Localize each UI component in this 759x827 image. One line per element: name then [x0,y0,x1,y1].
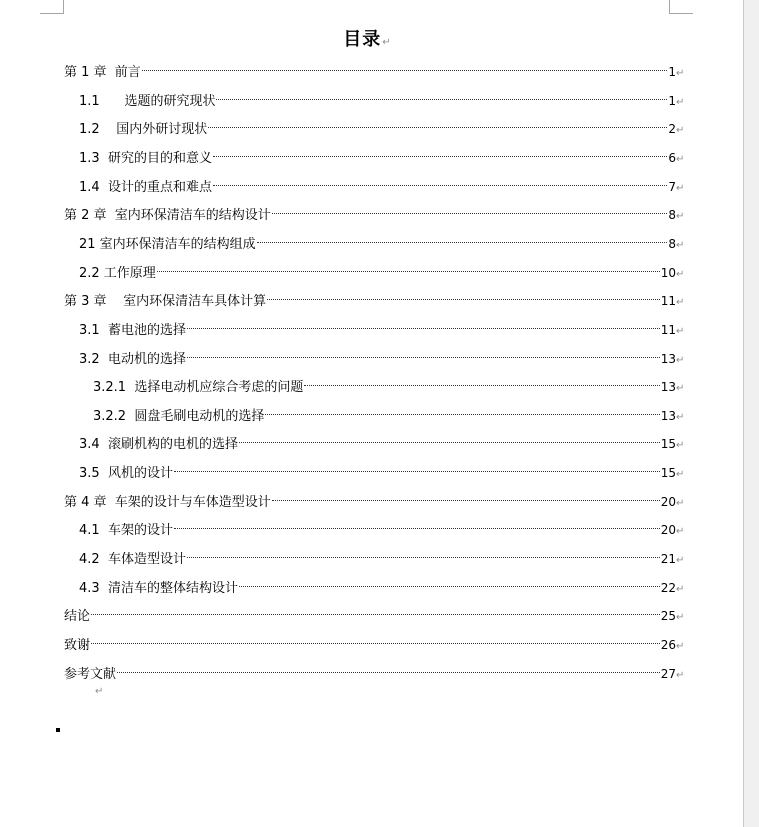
toc-entry-page-number: 22 [660,581,676,595]
paragraph-mark-icon: ↵ [676,641,685,652]
dot-leader [91,600,660,620]
toc-entry[interactable] [64,600,685,624]
toc-entry-page-number: 26 [660,638,676,652]
bullet-square-icon [56,728,60,732]
toc-entry[interactable] [93,400,685,424]
toc-entry-label: 结论 [64,609,91,624]
toc-heading-text: 目录 [343,29,382,50]
toc-entry-page-number: 1 [668,65,676,79]
dot-leader [142,56,668,76]
toc-entry-label: 3.2 电动机的选择 [79,352,186,367]
paragraph-mark-icon: ↵ [676,326,685,337]
toc-entry[interactable] [64,658,685,682]
toc-entry[interactable] [64,486,685,510]
toc-entry-label: 4.2 车体造型设计 [79,552,186,567]
toc-entry[interactable] [79,514,685,538]
toc-entry[interactable] [64,199,685,223]
toc-entry-label: 3.5 风机的设计 [79,466,173,481]
dot-leader [239,572,660,592]
toc-entry-label: 3.2.1 选择电动机应综合考虑的问题 [93,380,304,395]
toc-entry-page-number: 25 [660,609,676,623]
toc-entry[interactable] [64,285,685,309]
dot-leader [187,314,660,334]
toc-entry-label: 1.3 研究的目的和意义 [79,151,212,166]
dot-leader [174,514,660,534]
dot-leader [213,171,667,191]
dot-leader [239,428,660,448]
paragraph-mark-icon: ↵ [676,154,685,165]
crop-mark-top-right [669,0,693,14]
paragraph-mark-icon: ↵ [676,469,685,480]
toc-entry-page-number: 1 [668,94,676,108]
toc-entry-page-number: 7 [668,180,676,194]
paragraph-mark-icon: ↵ [676,297,685,308]
toc-heading [0,25,735,51]
toc-entry-label: 2.2 工作原理 [79,266,156,281]
toc-entry[interactable] [79,113,685,137]
paragraph-mark-icon: ↵ [676,584,685,595]
toc-entry[interactable] [79,85,685,109]
paragraph-mark-icon: ↵ [95,686,104,697]
toc-entry-page-number: 15 [660,437,676,451]
paragraph-mark-icon: ↵ [676,240,685,251]
toc-entry-page-number: 20 [660,523,676,537]
paragraph-mark-icon: ↵ [676,526,685,537]
paragraph-mark-icon: ↵ [676,612,685,623]
toc-entry-page-number: 11 [660,294,676,308]
toc-entry-page-number: 13 [660,380,676,394]
toc-entry-page-number: 13 [660,352,676,366]
paragraph-mark-icon: ↵ [382,37,392,48]
toc-entry-label: 3.4 滚刷机构的电机的选择 [79,437,238,452]
toc-entry-label: 21 室内环保清洁车的结构组成 [79,237,256,252]
dot-leader [213,142,667,162]
dot-leader [304,371,659,391]
paragraph-mark-icon: ↵ [676,125,685,136]
dot-leader [157,257,660,277]
dot-leader [216,85,667,105]
dot-leader [187,543,660,563]
toc-entry-label: 第 1 章 前言 [64,65,141,80]
toc-entry[interactable] [64,56,685,80]
toc-entry[interactable] [79,343,685,367]
dot-leader [187,343,660,363]
toc-entry[interactable] [79,543,685,567]
toc-entry[interactable] [79,257,685,281]
paragraph-mark-icon: ↵ [676,183,685,194]
dot-leader [91,629,660,649]
paragraph-mark-icon: ↵ [676,555,685,566]
dot-leader [208,113,667,133]
toc-entry-label: 1.4 设计的重点和难点 [79,180,212,195]
toc-entry[interactable] [79,314,685,338]
toc-entry[interactable] [79,228,685,252]
paragraph-mark-icon: ↵ [676,383,685,394]
dot-leader [272,486,660,506]
dot-leader [267,285,660,305]
crop-mark-top-left [40,0,64,14]
toc-entry-page-number: 11 [660,323,676,337]
toc-entry-page-number: 15 [660,466,676,480]
toc-entry[interactable] [64,629,685,653]
toc-entry-page-number: 13 [660,409,676,423]
toc-entry[interactable] [79,457,685,481]
paragraph-mark-icon: ↵ [676,670,685,681]
paragraph-mark-icon: ↵ [676,97,685,108]
toc-entry-page-number: 6 [668,151,676,165]
toc-entry-label: 致谢 [64,638,91,653]
toc-entry-page-number: 8 [668,208,676,222]
toc-entry-label: 第 2 章 室内环保清洁车的结构设计 [64,208,271,223]
toc-entry-label: 3.1 蓄电池的选择 [79,323,186,338]
paragraph-mark-icon: ↵ [676,269,685,280]
toc-entry-label: 4.3 清洁车的整体结构设计 [79,581,238,596]
toc-entry[interactable] [93,371,685,395]
paragraph-mark-icon: ↵ [676,211,685,222]
paragraph-mark-icon: ↵ [676,68,685,79]
dot-leader [117,658,660,678]
toc-entry-label: 3.2.2 圆盘毛刷电动机的选择 [93,409,265,424]
dot-leader [257,228,668,248]
toc-entry-page-number: 2 [668,122,676,136]
toc-entry-label: 参考文献 [64,667,117,682]
toc-entry-page-number: 27 [660,667,676,681]
toc-entry-label: 1.2 国内外研讨现状 [79,122,208,137]
paragraph-mark-icon: ↵ [676,498,685,509]
toc-entry[interactable] [79,572,685,596]
dot-leader [265,400,659,420]
toc-entry-label: 4.1 车架的设计 [79,523,173,538]
paragraph-mark-icon: ↵ [676,412,685,423]
dot-leader [174,457,660,477]
paragraph-mark-icon: ↵ [676,440,685,451]
toc-entry-page-number: 8 [668,237,676,251]
toc-entry[interactable] [79,428,685,452]
toc-entry-label: 1.1 选题的研究现状 [79,94,216,109]
paragraph-mark-icon: ↵ [676,355,685,366]
toc-entry-page-number: 20 [660,495,676,509]
dot-leader [272,199,668,219]
toc-entry[interactable] [79,171,685,195]
page-gutter [743,0,759,827]
toc-entry[interactable] [79,142,685,166]
toc-entry-label: 第 4 章 车架的设计与车体造型设计 [64,495,271,510]
toc-entry-page-number: 21 [660,552,676,566]
toc-entry-page-number: 10 [660,266,676,280]
toc-entry-label: 第 3 章 室内环保清洁车具体计算 [64,294,267,309]
